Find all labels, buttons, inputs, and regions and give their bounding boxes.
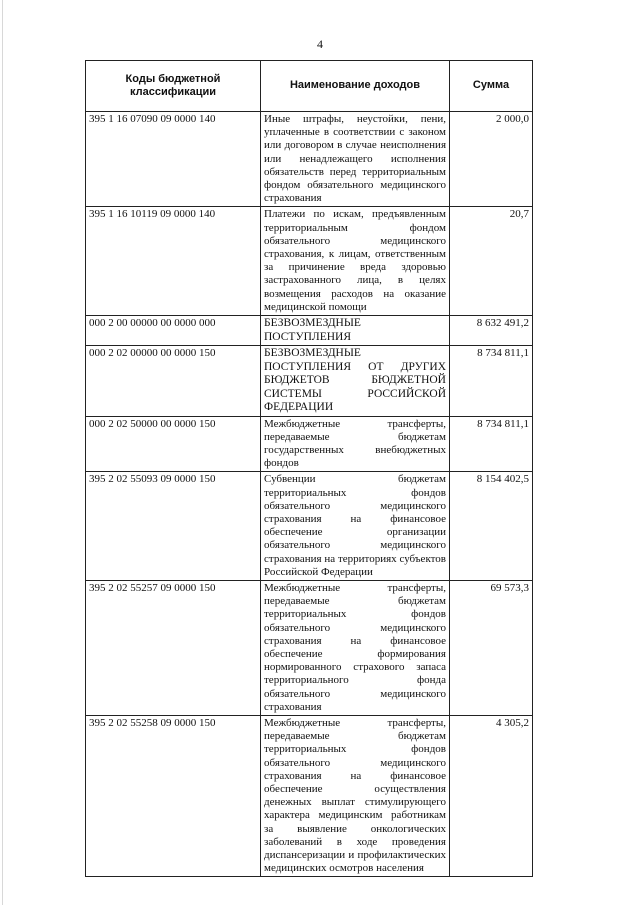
revenue-name-cell: БЕЗВОЗМЕЗДНЫЕ ПОСТУПЛЕНИЯ xyxy=(261,316,450,346)
header-sum: Сумма xyxy=(450,61,533,112)
budget-code-cell: 395 2 02 55258 09 0000 150 xyxy=(86,716,261,877)
sum-cell: 8 154 402,5 xyxy=(450,472,533,581)
page-number: 4 xyxy=(317,37,323,51)
sum-cell: 4 305,2 xyxy=(450,716,533,877)
table-row xyxy=(86,346,533,417)
budget-code-cell: 000 2 02 50000 00 0000 150 xyxy=(86,416,261,472)
revenue-name-cell: Иные штрафы, неустойки, пени, уплаченные в соответствии с законом или договором в случае неисполнения или ненадлежащего исполнения обязательств перед территориальным фондом обязательного медицинского страхования xyxy=(261,112,450,207)
budget-code-cell: 000 2 02 00000 00 0000 150 xyxy=(86,346,261,417)
table-row xyxy=(86,416,533,472)
table-row xyxy=(86,316,533,346)
scan-edge-line xyxy=(2,0,3,905)
budget-code-cell: 395 2 02 55257 09 0000 150 xyxy=(86,580,261,715)
table-row xyxy=(86,716,533,877)
header-budget-codes: Коды бюджетной классификации xyxy=(86,61,261,112)
sum-cell: 8 734 811,1 xyxy=(450,346,533,417)
budget-code-cell: 395 1 16 10119 09 0000 140 xyxy=(86,207,261,316)
table-header-row xyxy=(86,61,533,112)
table-row xyxy=(86,112,533,207)
sum-cell: 8 734 811,1 xyxy=(450,416,533,472)
revenue-name-cell: Межбюджетные трансферты, передаваемые бюджетам территориальных фондов обязательного медицинского страхования на финансовое обеспечение формирования нормированного страхового запаса территориального фонда обязательного медицинского страхования xyxy=(261,580,450,715)
budget-code-cell: 395 2 02 55093 09 0000 150 xyxy=(86,472,261,581)
revenue-name-cell: Платежи по искам, предъявленным территориальным фондом обязательного медицинского страхования, к лицам, ответственным за причинение вреда здоровью застрахованного лица, в целях возмещения расходов на оказание медицинской помощи xyxy=(261,207,450,316)
revenue-name-cell: Межбюджетные трансферты, передаваемые бюджетам территориальных фондов обязательного медицинского страхования на финансовое обеспечение осуществления денежных выплат стимулирующего характера медицинским работникам за выявление онкологических заболеваний в ходе проведения диспансеризации и профилактических медицинских осмотров населения xyxy=(261,716,450,877)
sum-cell: 8 632 491,2 xyxy=(450,316,533,346)
budget-code-cell: 395 1 16 07090 09 0000 140 xyxy=(86,112,261,207)
table-row xyxy=(86,207,533,316)
revenue-table xyxy=(85,60,533,877)
revenue-name-cell: Межбюджетные трансферты, передаваемые бюджетам государственных внебюджетных фондов xyxy=(261,416,450,472)
budget-code-cell: 000 2 00 00000 00 0000 000 xyxy=(86,316,261,346)
sum-cell: 20,7 xyxy=(450,207,533,316)
sum-cell: 69 573,3 xyxy=(450,580,533,715)
revenue-name-cell: Субвенции бюджетам территориальных фондов обязательного медицинского страхования на финансовое обеспечение организации обязательного медицинского страхования на территориях субъектов Российской Федерации xyxy=(261,472,450,581)
table-row xyxy=(86,472,533,581)
table-row xyxy=(86,580,533,715)
sum-cell: 2 000,0 xyxy=(450,112,533,207)
header-revenue-name: Наименование доходов xyxy=(261,61,450,112)
revenue-name-cell: БЕЗВОЗМЕЗДНЫЕ ПОСТУПЛЕНИЯ ОТ ДРУГИХ БЮДЖЕТОВ БЮДЖЕТНОЙ СИСТЕМЫ РОССИЙСКОЙ ФЕДЕРАЦИИ xyxy=(261,346,450,417)
